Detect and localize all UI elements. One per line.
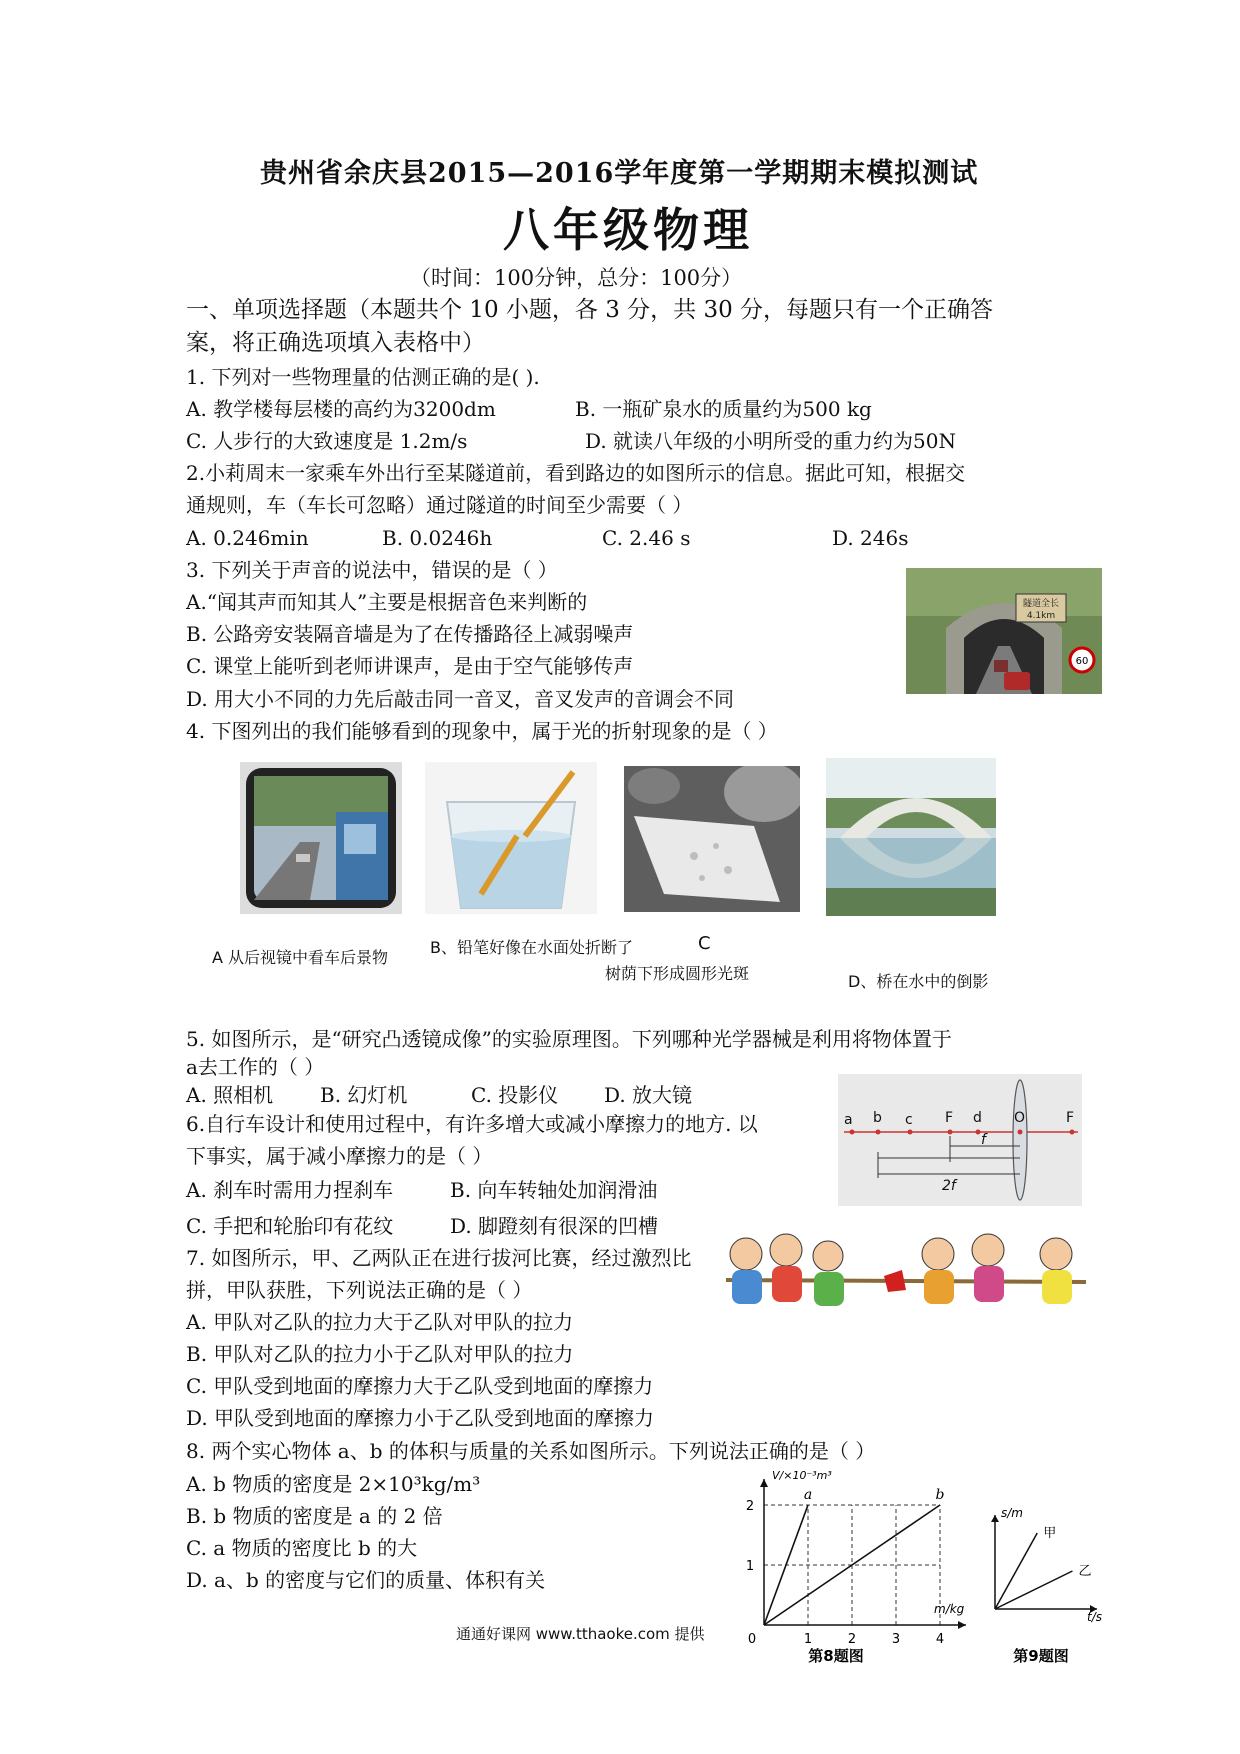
q7-option-c: C. 甲队受到地面的摩擦力大于乙队受到地面的摩擦力 (186, 1374, 654, 1398)
q8-option-d: D. a、b 的密度与它们的质量、体积有关 (186, 1568, 546, 1592)
q4-caption-d: D、桥在水中的倒影 (848, 972, 989, 991)
lens-focus-right-label: F (1066, 1110, 1075, 1126)
q6-option-a: A. 刹车时需用力捏刹车 (186, 1178, 394, 1202)
q6-option-b: B. 向车转轴处加润滑油 (450, 1178, 658, 1202)
q5-stem-line2: a去工作的（ ） (186, 1055, 325, 1079)
q4-caption-c-letter: C (698, 933, 711, 954)
chart8-x-tick-4: 4 (935, 1632, 945, 1647)
q8-option-c: C. a 物质的密度比 b 的大 (186, 1536, 418, 1560)
lens-focus-left-label: F (945, 1110, 954, 1126)
chart9-x-axis-label: t/s (1087, 1610, 1102, 1624)
q1-option-b: B. 一瓶矿泉水的质量约为500 kg (575, 397, 872, 421)
section-heading-line2: 案，将正确选项填入表格中） (186, 330, 485, 356)
q5-option-b: B. 幻灯机 (320, 1083, 408, 1107)
chart8-x-axis-label: m/kg (934, 1602, 965, 1616)
lens-point-c-label: c (905, 1112, 913, 1128)
convex-lens-diagram (838, 1074, 1082, 1206)
q1-option-d: D. 就读八年级的小明所受的重力约为50N (585, 429, 956, 453)
chart8-y-axis-label: V/×10⁻³m³ (772, 1469, 832, 1482)
chart8-origin-label: 0 (747, 1632, 757, 1647)
speed-limit-text: 60 (1075, 656, 1089, 667)
q5-option-c: C. 投影仪 (471, 1083, 559, 1107)
q3-option-a: A.“闻其声而知其人”主要是根据音色来判断的 (186, 590, 588, 614)
chart8-series-b-label: b (935, 1487, 945, 1503)
tunnel-picture (906, 568, 1102, 694)
q5-stem-line1: 5. 如图所示，是“研究凸透镜成像”的实验原理图。下列哪种光学器械是利用将物体置于 (186, 1027, 952, 1051)
tug-of-war-picture (706, 1220, 1100, 1336)
chart9-y-axis-label: s/m (1001, 1506, 1023, 1520)
q2-stem-line2: 通规则，车（车长可忽略）通过隧道的时间至少需要（ ） (186, 493, 693, 517)
chart9-title: 第9题图 (1013, 1647, 1069, 1665)
pencil-in-water-picture (425, 762, 597, 914)
q5-option-d: D. 放大镜 (604, 1083, 693, 1107)
chart8-y-tick-1: 1 (745, 1559, 755, 1574)
q2-option-c: C. 2.46 s (602, 526, 691, 550)
q4-caption-b: B、铅笔好像在水面处折断了 (430, 938, 633, 957)
chart8-y-tick-2: 2 (745, 1499, 755, 1514)
chart9-series-1-label: 乙 (1078, 1564, 1092, 1579)
tunnel-sign-text2: 4.1km (1026, 611, 1056, 621)
chart9-series-1-line (995, 1571, 1072, 1609)
q3-option-d: D. 用大小不同的力先后敲击同一音叉，音叉发声的音调会不同 (186, 687, 735, 711)
q8-volume-mass-chart (730, 1465, 990, 1665)
lens-point-a-label: a (844, 1112, 853, 1128)
q6-option-c: C. 手把和轮胎印有花纹 (186, 1214, 394, 1238)
chart8-x-arrow (958, 1621, 966, 1629)
time-info: （时间：100分钟，总分：100分） (410, 266, 743, 290)
q7-option-b: B. 甲队对乙队的拉力小于乙队对甲队的拉力 (186, 1342, 574, 1366)
q8-stem: 8. 两个实心物体 a、b 的体积与质量的关系如图所示。下列说法正确的是（ ） (186, 1439, 876, 1463)
q3-option-c: C. 课堂上能听到老师讲课声，是由于空气能够传声 (186, 654, 634, 678)
q1-stem: 1. 下列对一些物理量的估测正确的是( ). (186, 365, 540, 389)
lens-f-label: f (981, 1132, 986, 1148)
bridge-reflection-picture (826, 758, 996, 916)
lens-point-d-label: d (973, 1110, 982, 1126)
q7-stem-line1: 7. 如图所示，甲、乙两队正在进行拔河比赛，经过激烈比 (186, 1246, 692, 1270)
section-heading-line1: 一、单项选择题（本题共个 10 小题，各 3 分，共 30 分，每题只有一个正确答 (186, 297, 994, 323)
q7-option-a: A. 甲队对乙队的拉力大于乙队对甲队的拉力 (186, 1310, 574, 1334)
q5-option-a: A. 照相机 (186, 1083, 274, 1107)
lens-point-b-label: b (873, 1110, 882, 1126)
q3-stem: 3. 下列关于声音的说法中，错误的是（ ） (186, 558, 558, 582)
q2-option-d: D. 246s (832, 526, 909, 550)
chart8-y-arrow (760, 1479, 768, 1487)
chart8-x-tick-2: 2 (847, 1632, 857, 1647)
q3-option-b: B. 公路旁安装隔音墙是为了在传播路径上减弱噪声 (186, 622, 634, 646)
q9-distance-time-chart (985, 1505, 1120, 1665)
lens-center-label: O (1014, 1110, 1026, 1126)
q6-stem-line2: 下事实，属于减小摩擦力的是（ ） (186, 1144, 493, 1168)
chart8-title: 第8题图 (808, 1647, 864, 1665)
q1-option-a: A. 教学楼每层楼的高约为3200dm (186, 397, 496, 421)
q4-caption-c: 树荫下形成圆形光斑 (605, 964, 750, 983)
subject-title: 八年级物理 (503, 203, 753, 257)
chart9-y-arrow (991, 1515, 999, 1522)
lens-2f-label: 2f (942, 1178, 956, 1194)
q8-option-a: A. b 物质的密度是 2×10³kg/m³ (186, 1472, 481, 1496)
footer-provider: 通通好课网 www.tthaoke.com 提供 (456, 1625, 705, 1643)
q4-stem: 4. 下图列出的我们能够看到的现象中，属于光的折射现象的是（ ） (186, 719, 778, 743)
exam-title: 贵州省余庆县2015—2016学年度第一学期期末模拟测试 (260, 158, 979, 189)
chart9-series-0-label: 甲 (1043, 1526, 1057, 1541)
chart8-series-a-label: a (803, 1487, 813, 1503)
q2-option-b: B. 0.0246h (382, 526, 493, 550)
chart8-x-tick-1: 1 (803, 1632, 813, 1647)
q2-stem-line1: 2.小莉周末一家乘车外出行至某隧道前，看到路边的如图所示的信息。据此可知，根据交 (186, 461, 966, 485)
chart8-x-tick-3: 3 (891, 1632, 901, 1647)
tunnel-sign-text1: 隧道全长 (1022, 599, 1060, 609)
tree-shadow-picture (624, 766, 800, 912)
q8-option-b: B. b 物质的密度是 a 的 2 倍 (186, 1504, 443, 1528)
q1-option-c: C. 人步行的大致速度是 1.2m/s (186, 429, 468, 453)
q2-option-a: A. 0.246min (186, 526, 309, 550)
q6-stem-line1: 6.自行车设计和使用过程中，有许多增大或减小摩擦力的地方. 以 (186, 1112, 758, 1136)
chart9-series-0-line (995, 1533, 1037, 1609)
q7-option-d: D. 甲队受到地面的摩擦力小于乙队受到地面的摩擦力 (186, 1406, 655, 1430)
q7-stem-line2: 拼，甲队获胜，下列说法正确的是（ ） (186, 1278, 533, 1302)
q4-caption-a: A 从后视镜中看车后景物 (212, 948, 389, 967)
q6-option-d: D. 脚蹬刻有很深的凹槽 (450, 1214, 659, 1238)
rearview-mirror-picture (240, 762, 402, 914)
